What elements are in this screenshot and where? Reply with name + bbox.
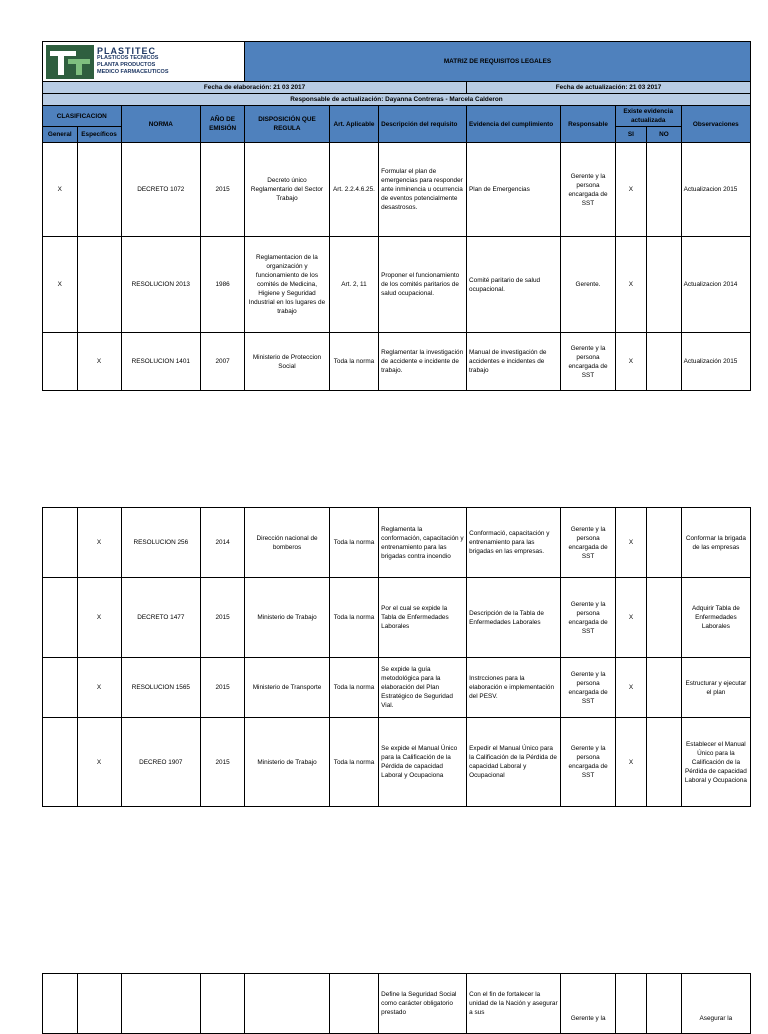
cell-responsable: Gerente y la persona encargada de SST	[561, 718, 615, 807]
cell-disposicion: Ministerio de Trabajo	[245, 578, 330, 658]
cell-norma: RESOLUCION 1401	[121, 333, 201, 391]
cell-evidencia: Con el fin de fortalecer la unidad de la Nación y asegurar a sus	[467, 974, 561, 1034]
legal-requirements-table-page1	[42, 41, 751, 391]
cell-general	[43, 974, 78, 1034]
cell-responsable: Gerente y la persona encargada de SST	[561, 658, 615, 718]
table-row	[43, 718, 751, 807]
fecha-actualizacion: Fecha de actualización: 21 03 2017	[467, 82, 751, 94]
cell-descripcion: Reglamenta la conformación, capacitación y entrenamiento para las brigadas contra incendio	[379, 508, 467, 578]
cell-norma: DECRETO 1477	[121, 578, 201, 658]
col-descripcion: Descripción del requisito	[379, 106, 467, 143]
cell-art: Toda la norma	[329, 333, 378, 391]
cell-no	[647, 237, 682, 333]
table-row	[43, 508, 751, 578]
cell-norma: RESOLUCION 2013	[121, 237, 201, 333]
cell-si: X	[615, 333, 646, 391]
cell-no	[647, 658, 682, 718]
fecha-elaboracion: Fecha de elaboración: 21 03 2017	[43, 82, 467, 94]
cell-art: Toda la norma	[329, 718, 378, 807]
cell-responsable: Gerente y la persona encargada de SST	[561, 578, 615, 658]
cell-descripcion: Define la Seguridad Social como carácter obligatorio prestado	[379, 974, 467, 1034]
col-anio: AÑO DE EMISIÓN	[201, 106, 245, 143]
cell-si	[615, 974, 646, 1034]
cell-no	[647, 333, 682, 391]
cell-especificos: X	[77, 658, 121, 718]
cell-evidencia: Manual de investigación de accidentes e incidentes de trabajo	[467, 333, 561, 391]
table-row	[43, 143, 751, 237]
col-observaciones: Observaciones	[681, 106, 750, 143]
cell-responsable: Gerente y la persona encargada de SST	[561, 143, 615, 237]
cell-anio: 1986	[201, 237, 245, 333]
cell-observaciones: Establecer el Manual Único para la Calificación de la Pérdida de capacidad Laboral y Ocupaciona	[681, 718, 750, 807]
cell-no	[647, 578, 682, 658]
cell-evidencia: Descripción de la Tabla de Enfermedades Laborales	[467, 578, 561, 658]
col-especificos: Específicos	[77, 127, 121, 143]
cell-disposicion: Ministerio de Proteccion Social	[245, 333, 330, 391]
cell-si: X	[615, 718, 646, 807]
cell-si: X	[615, 578, 646, 658]
cell-evidencia: Conformació, capacitación y entrenamiento para las brigadas en las empresas.	[467, 508, 561, 578]
cell-anio: 2015	[201, 143, 245, 237]
cell-disposicion: Ministerio de Transporte	[245, 658, 330, 718]
cell-especificos: X	[77, 718, 121, 807]
cell-si: X	[615, 143, 646, 237]
col-general: General	[43, 127, 78, 143]
cell-descripcion: Se expide el Manual Único para la Calificación de la Pérdida de capacidad Laboral y Ocupaciona	[379, 718, 467, 807]
cell-disposicion: Reglamentacion de la organización y funcionamiento de los comités de Medicina, Higiene y Seguridad Industrial en los lugares de trabajo	[245, 237, 330, 333]
cell-no	[647, 718, 682, 807]
cell-especificos	[77, 974, 121, 1034]
cell-si: X	[615, 508, 646, 578]
cell-general	[43, 578, 78, 658]
cell-art: Toda la norma	[329, 658, 378, 718]
cell-disposicion: Dirección nacional de bomberos	[245, 508, 330, 578]
col-no: NO	[647, 127, 682, 143]
cell-observaciones: Actualización 2015	[681, 333, 750, 391]
cell-art	[329, 974, 378, 1034]
cell-evidencia: Expedir el Manual Único para la Calificación de la Pérdida de capacidad Laboral y Ocupacional	[467, 718, 561, 807]
cell-observaciones: Actualizacion 2014	[681, 237, 750, 333]
col-evidencia: Evidencia del cumplimiento	[467, 106, 561, 143]
col-si: SI	[615, 127, 646, 143]
col-norma: NORMA	[121, 106, 201, 143]
cell-responsable: Gerente.	[561, 237, 615, 333]
col-existe-evidencia: Existe evidencia actualizada	[615, 106, 681, 127]
cell-art: Toda la norma	[329, 508, 378, 578]
cell-descripcion: Reglamentar la investigación de accidente e incidente de trabajo.	[379, 333, 467, 391]
cell-responsable: Gerente y la persona encargada de SST	[561, 333, 615, 391]
cell-anio	[201, 974, 245, 1034]
cell-descripcion: Por el cual se expide la Tabla de Enfermedades Laborales	[379, 578, 467, 658]
cell-art: Art. 2, 11	[329, 237, 378, 333]
cell-disposicion: Decreto único Reglamentario del Sector Trabajo	[245, 143, 330, 237]
cell-norma: DECRETO 1072	[121, 143, 201, 237]
cell-art: Toda la norma	[329, 578, 378, 658]
cell-descripcion: Formular el plan de emergencias para responder ante inminencia u ocurrencia de eventos potencialmente desastrosos.	[379, 143, 467, 237]
cell-disposicion: Ministerio de Trabajo	[245, 718, 330, 807]
cell-especificos	[77, 237, 121, 333]
logo-line1: PLASTICOS TECNICOS	[97, 54, 159, 61]
col-art: Art. Aplicable	[329, 106, 378, 143]
cell-responsable: Gerente y la	[561, 974, 615, 1034]
cell-descripcion: Proponer el funcionamiento de los comités paritarios de salud ocupacional.	[379, 237, 467, 333]
cell-general: X	[43, 143, 78, 237]
logo-cell	[43, 42, 245, 82]
cell-general	[43, 508, 78, 578]
cell-disposicion	[245, 974, 330, 1034]
col-responsable: Responsable	[561, 106, 615, 143]
cell-general	[43, 718, 78, 807]
cell-especificos	[77, 143, 121, 237]
table-row	[43, 237, 751, 333]
cell-no	[647, 508, 682, 578]
cell-observaciones: Actualizacion 2015	[681, 143, 750, 237]
col-disposicion: DISPOSICIÓN QUE REGULA	[245, 106, 330, 143]
cell-observaciones: Estructurar y ejecutar el plan	[681, 658, 750, 718]
cell-general: X	[43, 237, 78, 333]
cell-norma: RESOLUCION 1565	[121, 658, 201, 718]
cell-norma	[121, 974, 201, 1034]
cell-responsable: Gerente y la persona encargada de SST	[561, 508, 615, 578]
cell-anio: 2007	[201, 333, 245, 391]
cell-art: Art. 2.2.4.6.25.	[329, 143, 378, 237]
cell-norma: RESOLUCION 256	[121, 508, 201, 578]
responsable-actualizacion: Responsable de actualización: Dayanna Contreras - Marcela Calderon	[43, 94, 751, 106]
cell-especificos: X	[77, 508, 121, 578]
cell-general	[43, 658, 78, 718]
logo-brand: PLASTITEC	[97, 45, 157, 56]
logo-line3: MEDICO FARMACEUTICOS	[97, 68, 169, 75]
plastitec-logo-icon	[46, 45, 94, 79]
cell-evidencia: Instrcciones para la elaboración e implementación del PESV.	[467, 658, 561, 718]
table-row	[43, 578, 751, 658]
cell-anio: 2014	[201, 508, 245, 578]
cell-evidencia: Comité paritario de salud ocupacional.	[467, 237, 561, 333]
table-row	[43, 974, 751, 1034]
cell-anio: 2015	[201, 658, 245, 718]
cell-evidencia: Plan de Emergencias	[467, 143, 561, 237]
cell-observaciones: Adquirir Tabla de Enfermedades Laborales	[681, 578, 750, 658]
cell-no	[647, 143, 682, 237]
cell-no	[647, 974, 682, 1034]
table-row	[43, 333, 751, 391]
cell-observaciones: Asegurar la	[681, 974, 750, 1034]
cell-observaciones: Conformar la brigada de las empresas	[681, 508, 750, 578]
legal-requirements-table-page3	[42, 973, 751, 1034]
cell-especificos: X	[77, 578, 121, 658]
cell-norma: DECREO 1907	[121, 718, 201, 807]
logo-line2: PLANTA PRODUCTOS	[97, 61, 156, 68]
cell-especificos: X	[77, 333, 121, 391]
cell-general	[43, 333, 78, 391]
cell-anio: 2015	[201, 578, 245, 658]
legal-requirements-table-page2	[42, 507, 751, 807]
cell-descripcion: Se expide la guía metodológica para la elaboración del Plan Estratégico de Seguridad Vial.	[379, 658, 467, 718]
cell-anio: 2015	[201, 718, 245, 807]
cell-si: X	[615, 658, 646, 718]
document-title: MATRIZ DE REQUISITOS LEGALES	[245, 42, 751, 82]
col-clasificacion: CLASIFICACION	[43, 106, 122, 127]
cell-si: X	[615, 237, 646, 333]
table-row	[43, 658, 751, 718]
